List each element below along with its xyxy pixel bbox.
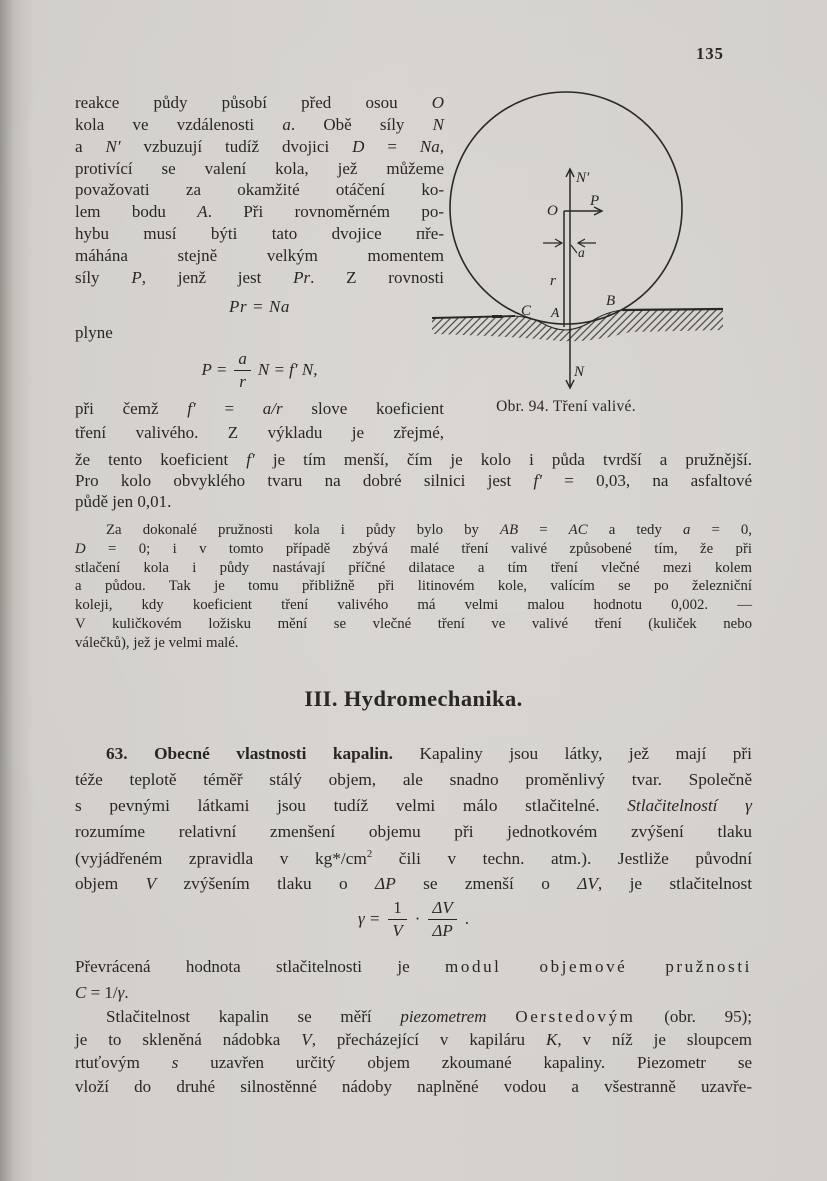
text-segment: Za dokonalé pružnosti kola i půdy bylo by — [106, 522, 501, 538]
text-line — [75, 472, 752, 493]
paragraph-small-print — [75, 523, 752, 655]
text-segment: síly — [75, 267, 132, 287]
text-segment: hybu musí býti tato dvojice пře- — [75, 224, 444, 244]
fraction-numerator: a — [234, 349, 251, 371]
text-segment: koleji, kdy koeficient tření valivého má velmi malou hodnotu 0,002. — — [75, 597, 752, 614]
text-line — [75, 203, 444, 225]
label-b: B — [606, 293, 616, 309]
text-line — [75, 116, 444, 138]
text-segment: f′ — [246, 450, 255, 469]
text-segment: reakce půdy působí před osou — [75, 93, 432, 112]
text-line — [75, 598, 752, 617]
text-line — [75, 1008, 752, 1031]
formula-period: . — [464, 909, 470, 928]
paragraph-coefficient-narrow — [75, 400, 444, 447]
text-segment: K — [545, 1030, 558, 1050]
text-segment: Převrácená hodnota stlačitelnosti je — [75, 957, 446, 976]
text-line — [75, 771, 752, 797]
text-segment: a/r — [262, 399, 283, 418]
text-segment: , přecházející v kapiláru — [311, 1030, 546, 1050]
text-line — [75, 745, 752, 771]
text-segment: půdě jen 0,01. — [75, 492, 172, 512]
ground-line-right — [622, 309, 723, 310]
text-segment: s pevnými látkami jsou tudíž velmi málo stlačitelné. — [75, 796, 628, 816]
text-line — [75, 542, 752, 561]
text-segment: . Z rovnosti — [310, 267, 445, 287]
text-segment: = — [364, 136, 420, 156]
text-segment: = 1/ — [86, 983, 118, 1002]
text-segment: 63. Obecné vlastnosti kapalin. — [106, 744, 393, 763]
text-segment: f′ — [533, 471, 542, 491]
label-p: P — [590, 193, 600, 209]
text-segment: C — [75, 983, 87, 1002]
text-segment: rtuťovým — [75, 1053, 172, 1073]
text-segment: V — [145, 874, 157, 894]
text-segment: a — [75, 136, 106, 156]
text-segment: γ — [117, 983, 125, 1002]
text-line — [75, 181, 444, 203]
formula-lhs: γ = — [357, 909, 381, 928]
label-n: N — [574, 364, 585, 380]
text-segment: 2 — [366, 848, 373, 861]
text-segment: vzbuzují tudíž dvojici — [120, 136, 353, 156]
formula-p-equals-ar-n — [75, 346, 444, 394]
paragraph-rolling-friction — [75, 94, 444, 291]
fraction-denominator: r — [239, 371, 246, 391]
text-segment: Na — [419, 136, 440, 156]
text-line — [75, 160, 444, 182]
text-segment: je to skleněná nádobka — [75, 1030, 302, 1050]
text-segment: vloží do druhé silnostěnné nádoby naplněné vodou a všestranně uzavře- — [75, 1076, 752, 1096]
text-segment: = 0,03, na asfaltové — [541, 471, 752, 491]
text-line — [75, 138, 444, 160]
paragraph-piezometer — [75, 1008, 752, 1101]
text-segment: = 0, — [690, 522, 753, 538]
wheel-circle — [450, 92, 682, 324]
text-line — [75, 523, 752, 542]
text-segment: stlačení kola i půdy nastávají příčné dilatace a tím tření vlečné mezi kolem — [75, 559, 752, 576]
word-plyne: plyne — [75, 323, 113, 342]
multiplication-dot: · — [414, 909, 421, 928]
label-o: O — [547, 203, 558, 219]
text-line — [75, 269, 444, 291]
book-gutter-shadow — [0, 0, 34, 1181]
text-line — [75, 561, 752, 580]
text-segment: Stlačitelností γ — [627, 796, 752, 816]
label-n-prime: N′ — [576, 170, 590, 186]
chapter-heading: III. Hydromechanika. — [304, 686, 523, 711]
fraction-a-over-r — [234, 349, 251, 391]
dim-a-leader-tick — [571, 245, 577, 253]
label-a-distance: a — [578, 245, 585, 260]
text-segment: , — [439, 136, 444, 156]
label-r: r — [550, 273, 556, 289]
text-segment: Kapaliny jsou látky, jež mají při — [392, 744, 752, 763]
text-segment: objem — [75, 874, 146, 894]
text-segment: (vyjádřeném zpravidla v kg*/cm — [75, 849, 367, 869]
text-segment: kola ve vzdálenosti — [75, 114, 283, 134]
text-segment: zvýšením tlaku o — [156, 874, 376, 894]
text-segment: , je stlačitelnost — [597, 874, 753, 894]
text-segment: při čemž — [75, 399, 188, 418]
text-line — [75, 94, 444, 116]
formula-rhs: N = f′ N, — [257, 360, 318, 379]
text-segment: O — [431, 93, 444, 112]
text-segment: . Obě síly — [290, 114, 433, 134]
text-line — [75, 1031, 752, 1054]
text-segment: D — [75, 540, 86, 557]
text-segment: P — [131, 267, 142, 287]
text-line — [75, 1054, 752, 1077]
page-number: 135 — [696, 44, 724, 63]
text-line — [75, 424, 444, 448]
text-line — [75, 636, 752, 655]
fraction-denominator: ΔP — [432, 920, 453, 940]
text-segment: A — [197, 202, 208, 222]
text-segment: , jenž jest — [141, 267, 294, 287]
text-segment: slove koeficient — [282, 399, 444, 418]
text-segment: lem bodu — [75, 202, 198, 222]
text-segment: N′ — [105, 136, 121, 156]
text-segment: uzavřen určitý objem zkoumané kapaliny. Piezometr se — [178, 1053, 752, 1073]
text-line — [75, 493, 752, 514]
text-segment: čili v techn. atm.). Jestliže původní — [372, 849, 753, 869]
formula-compressibility — [75, 894, 752, 944]
text-line — [75, 849, 752, 875]
text-segment: , v níž je sloupcem — [557, 1030, 752, 1050]
text-segment: N — [432, 114, 444, 134]
fraction-dv-over-dp — [428, 898, 456, 940]
text-line — [75, 823, 752, 849]
label-c: C — [521, 303, 532, 319]
text-segment: považovati za okamžité otáčení ko- — [75, 180, 444, 200]
text-segment: a — [282, 114, 291, 134]
text-segment: a půdou. Tak je tomu přibližně při litinovém kole, valícím se po železniční — [75, 578, 752, 595]
text-segment: Pro kolo obvyklého tvaru na dobré silnici jest — [75, 471, 534, 491]
text-line — [75, 797, 752, 823]
formula-pr-equals-na: Pr = Na — [228, 297, 290, 316]
figure-obr-94-rolling-friction — [430, 85, 730, 400]
text-line — [75, 958, 752, 984]
paragraph-modul — [75, 958, 752, 1010]
text-segment: . Při rovnoměrném po- — [207, 202, 444, 222]
text-segment: se zmenší o — [395, 874, 578, 894]
text-line — [75, 579, 752, 598]
text-line — [75, 451, 752, 472]
text-segment: že tento koeficient — [75, 450, 247, 469]
text-segment: = — [195, 399, 263, 418]
text-segment: modul objemové pružnosti — [445, 957, 752, 976]
text-segment: D — [352, 136, 365, 156]
text-segment: Stlačitelnost kapalin se měří — [106, 1007, 401, 1026]
text-line — [75, 1078, 752, 1101]
text-line — [75, 225, 444, 247]
text-segment: máhána stejně velkým momentem — [75, 245, 444, 265]
text-line — [75, 247, 444, 269]
figure-caption: Obr. 94. Tření valivé. — [496, 398, 636, 415]
formula-lhs: P = — [201, 360, 228, 379]
text-segment: = 0; i v tomto případě zbývá malé tření valivé způsobené tím, že při — [85, 540, 752, 557]
text-segment: téže teplotě téměř stálý objem, ale snadno proměnlivý tvar. Společně — [75, 770, 752, 790]
text-segment: piezometrem — [400, 1007, 487, 1026]
text-segment: AB — [500, 522, 519, 538]
text-segment: (obr. 95); — [635, 1007, 752, 1026]
paragraph-coefficient-full — [75, 451, 752, 515]
text-segment: je tím menší, čím je kolo i půda tvrdší a pružnější. — [254, 450, 752, 469]
text-segment: Pr — [293, 267, 311, 287]
text-segment: . — [124, 983, 129, 1002]
text-segment: a tedy — [587, 522, 683, 538]
fraction-numerator: 1 — [388, 898, 406, 920]
ground-hatch — [432, 309, 723, 341]
fraction-1-over-v — [388, 898, 406, 940]
text-line — [75, 400, 444, 424]
text-segment: ΔP — [375, 874, 396, 894]
paragraph-63-kapaliny — [75, 745, 752, 902]
text-segment: AC — [568, 522, 588, 538]
text-segment: Oerstedovým — [515, 1007, 636, 1026]
text-segment: = — [518, 522, 569, 538]
text-segment: V — [301, 1030, 312, 1050]
label-a-point: A — [551, 305, 560, 320]
text-line — [75, 617, 752, 636]
text-segment: a — [682, 522, 691, 538]
text-segment: f′ — [187, 399, 196, 418]
text-segment: ΔV — [577, 874, 598, 894]
text-segment: rozumíme relativní zmenšení objemu při jednotkovém zvýšení tlaku — [75, 822, 752, 842]
fraction-numerator: ΔV — [428, 898, 456, 920]
text-segment: tření valivého. Z výkladu je zřejmé, — [75, 422, 444, 442]
text-segment: V kuličkovém ložisku mění se vlečné tření ve valivé tření (kuliček nebo — [75, 615, 752, 632]
text-segment — [487, 1007, 516, 1026]
text-segment: protivící se valení kola, jež můžeme — [75, 158, 444, 178]
text-segment: válečků), jež je velmi malé. — [75, 634, 239, 651]
fraction-denominator: V — [392, 920, 403, 940]
text-segment: s — [171, 1053, 179, 1073]
